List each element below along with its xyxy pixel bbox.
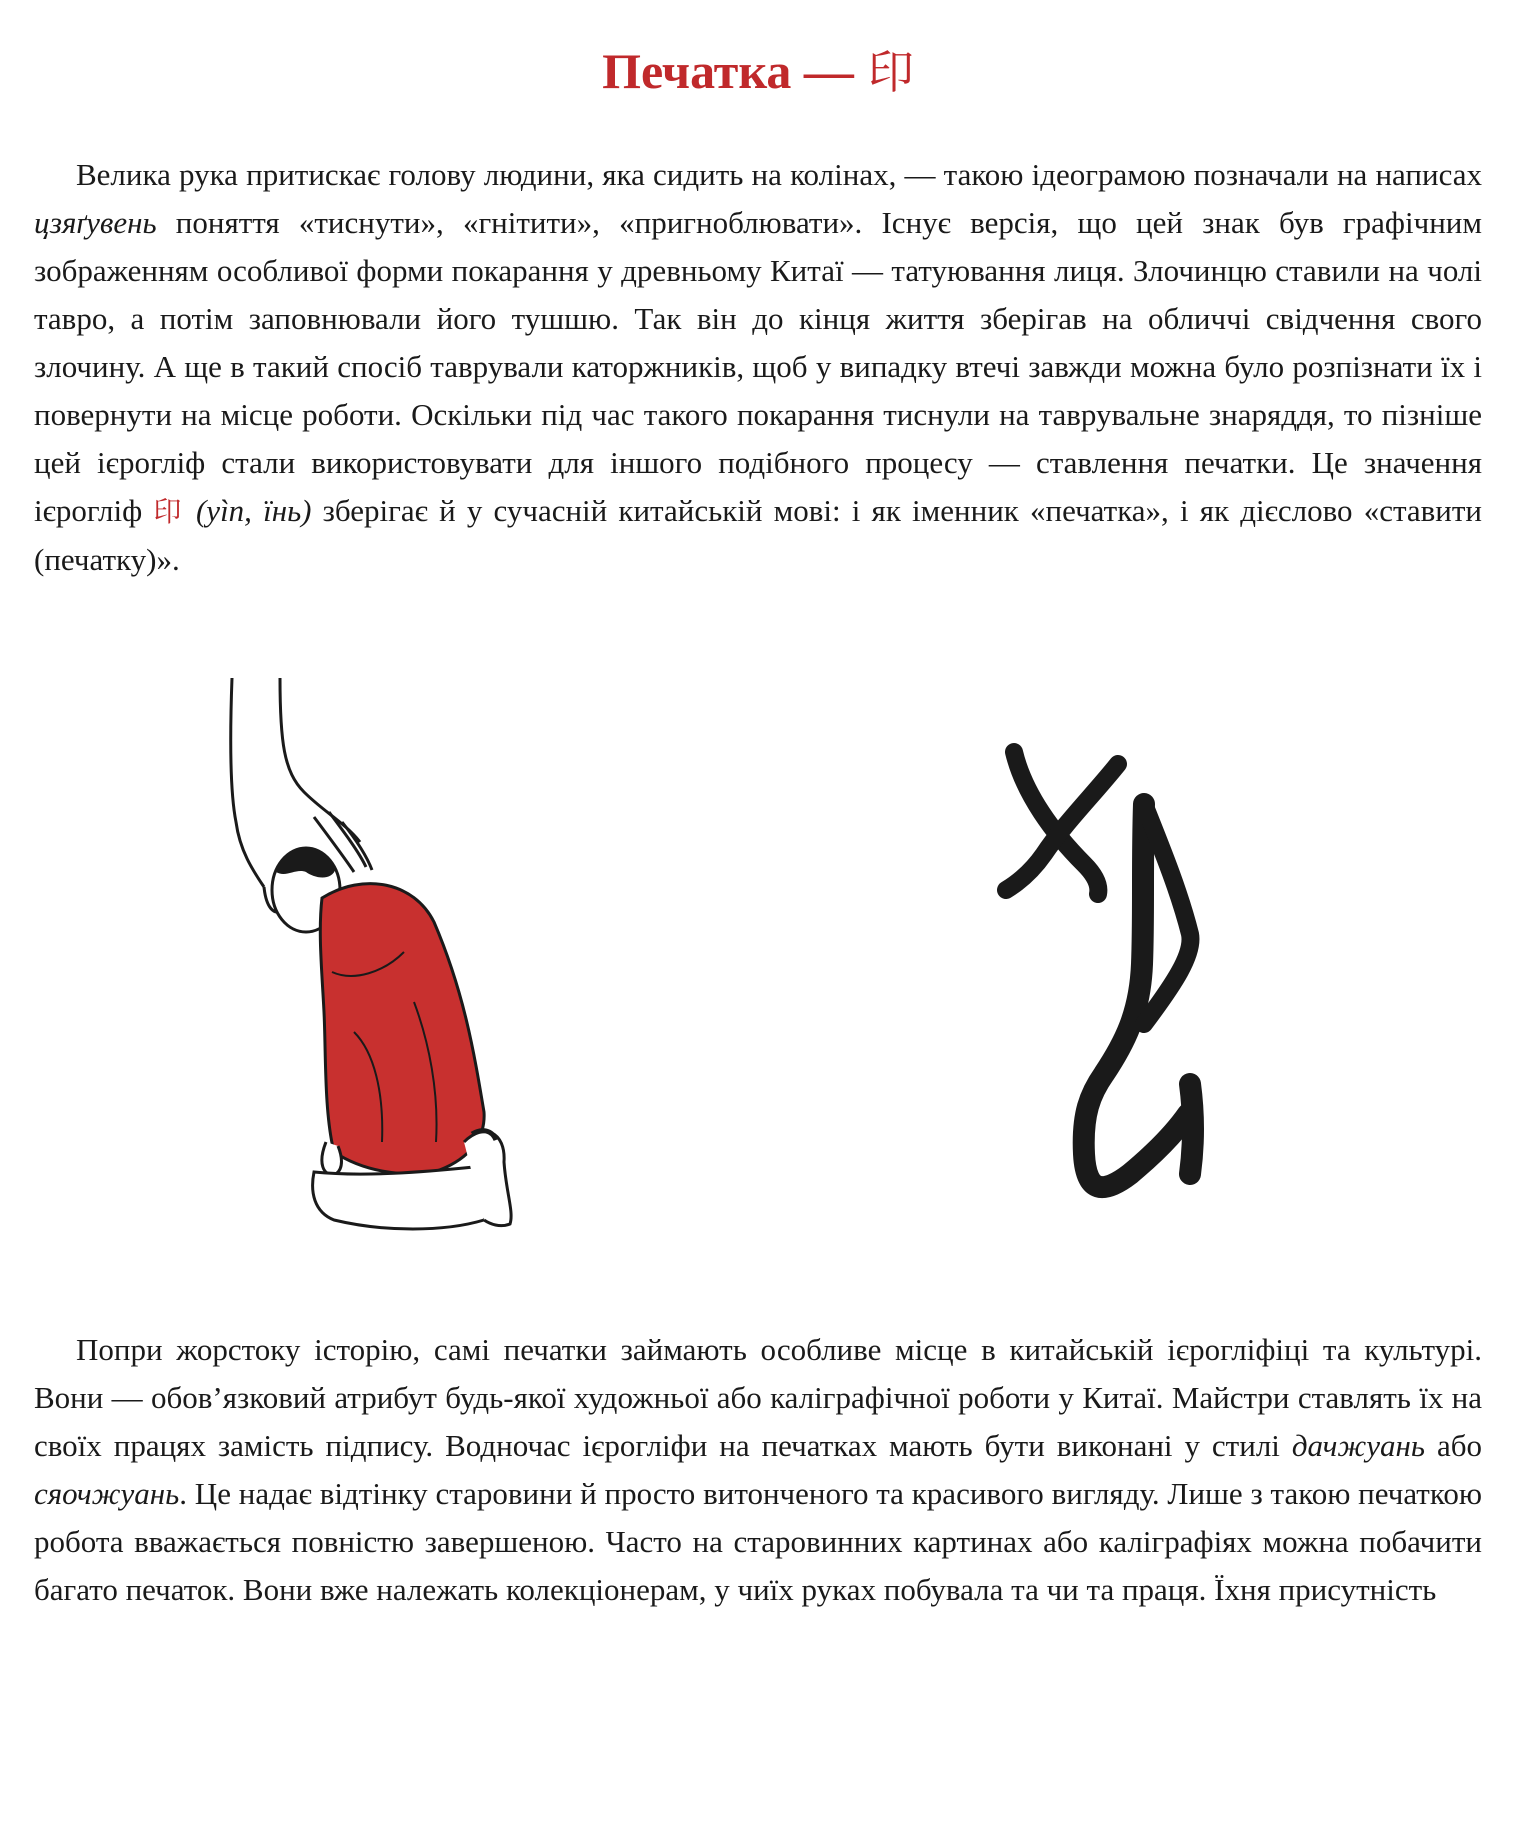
p2-text-3: . Це надає відтінку старовини й просто витонченого та красивого вигляду. Лише з такою печаткою робота вважається повністю завершеною. Часто на старовинних картинах або каліграфіях можна побачити багато печаток. Вони вже належать колекціонерам, у чиїх руках побувала та чи та праця. Їхня присутність xyxy=(34,1476,1482,1607)
paragraph-2 xyxy=(34,1326,1482,1614)
p1-term-jiaguwen: цзяґувень xyxy=(34,205,157,240)
p1-reading: (yìn, їнь) xyxy=(195,493,312,528)
title-glyph: 印 xyxy=(867,45,914,99)
p2-term-dazhuan: дачжуань xyxy=(1291,1428,1426,1463)
illustration-figure xyxy=(34,584,1482,1326)
p1-text-2: поняття «тиснути», «гнітити», «пригноблювати». Існує версія, що цей знак був графічним зображенням особливої форми покарання у древньому Китаї — татуювання лиця. Злочинцю ставили на чолі тавро, а потім заповнювали його тушшю. Так він до кінця життя зберігав на обличчі свідчення свого злочину. А ще в такий спосіб таврували каторжників, щоб у випадку втечі завжди можна було розпізнати їх і повернути на місце роботи. Оскільки під час такого покарання тиснули на таврувальне знаряддя, то пізніше цей ієрогліф стали використовувати для іншого подібного процесу — ставлення печатки. Це значення ієрогліф xyxy=(34,205,1482,528)
page-title xyxy=(34,38,1482,104)
oracle-bone-glyph xyxy=(994,734,1314,1254)
p1-text-1: Велика рука притискає голову людини, яка сидить на колінах, — такою ідеограмою позначали на написах xyxy=(76,157,1482,192)
p1-text-3: зберігає й у сучасній китайській мові: і як іменник «печатка», і як дієслово «ставити (печатку)». xyxy=(34,493,1483,577)
p2-text-1: Попри жорстоку історію, самі печатки займають особливе місце в китайській ієрогліфіці та культурі. Вони — обов’язковий атрибут будь-якої художньої або каліграфічної роботи у Китаї. Майстри ставлять їх на своїх працях замість підпису. Водночас ієрогліфи на печатках мають бути виконані у стилі xyxy=(34,1332,1482,1463)
p2-text-2: або xyxy=(1425,1428,1482,1463)
p2-term-xiaozhuan: сяочжуань xyxy=(34,1476,180,1511)
page xyxy=(34,0,1482,1614)
title-text: Печатка — xyxy=(602,43,854,99)
paragraph-1 xyxy=(34,151,1482,584)
kneeling-person-illustration xyxy=(214,672,594,1272)
p1-glyph-yin: 印 xyxy=(153,495,185,528)
